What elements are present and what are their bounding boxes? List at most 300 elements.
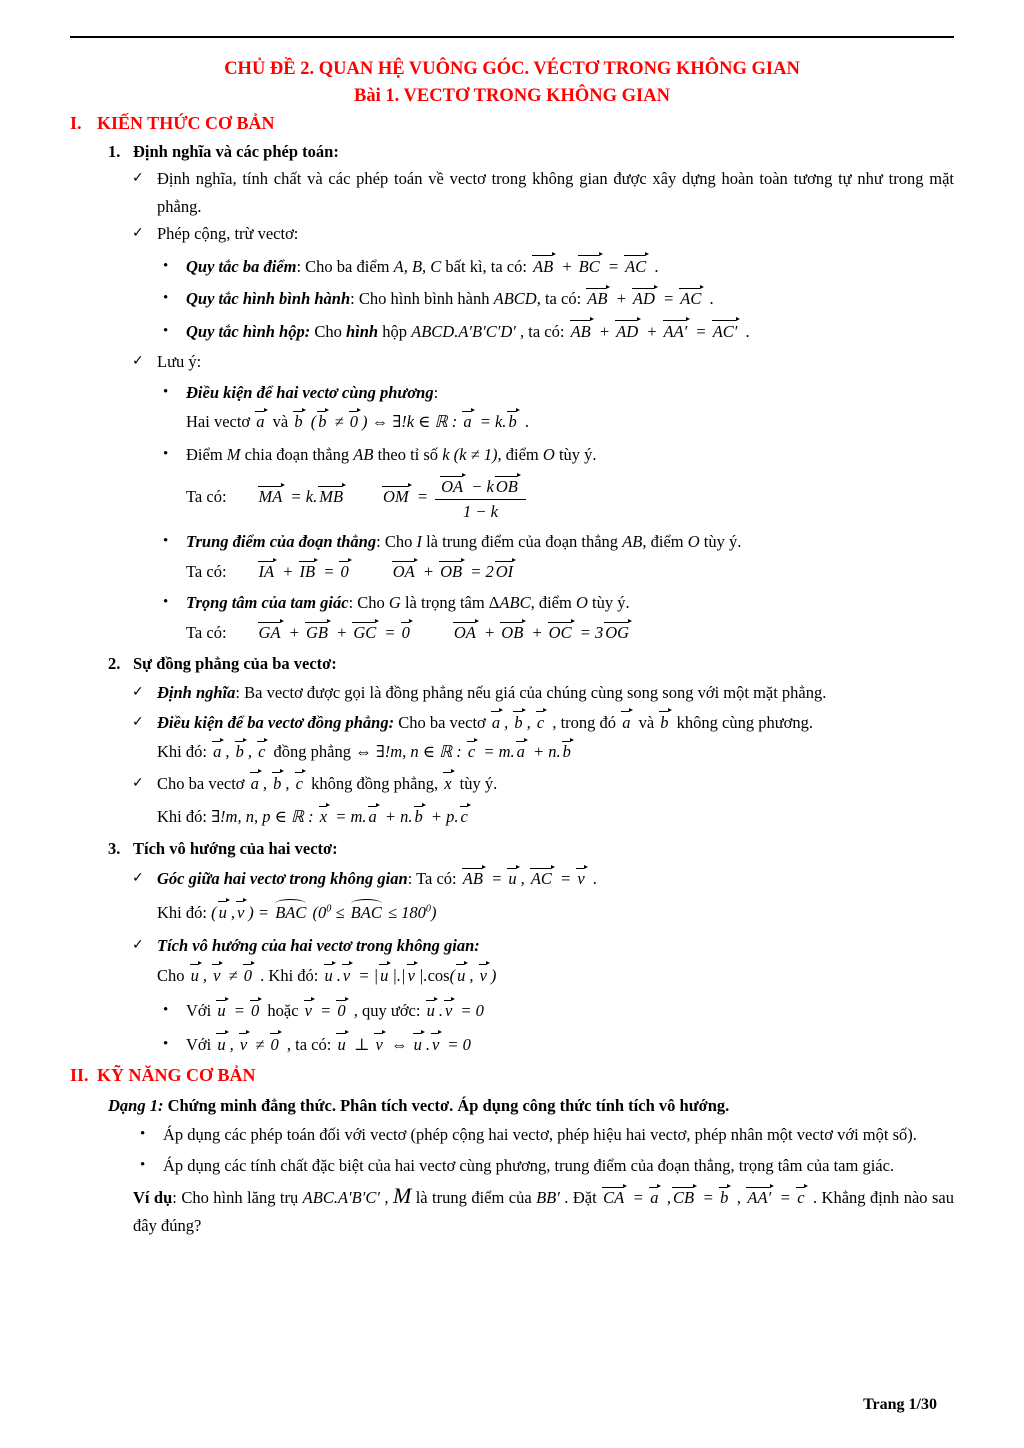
text-segment: , ta có: xyxy=(536,289,586,308)
angle-hat-notation: BAC xyxy=(273,899,308,921)
text-segment: Góc giữa hai vectơ trong không gian xyxy=(157,869,408,889)
text-segment: , điểm xyxy=(497,444,543,464)
text-segment: KIẾN THỨC CƠ BẢN xyxy=(97,113,275,133)
text-segment: AB + BC = AC xyxy=(531,257,650,276)
text-segment: KỸ NĂNG CƠ BẢN xyxy=(97,1065,256,1086)
vector-notation: v xyxy=(374,1032,385,1053)
bullet-marker: • xyxy=(163,257,169,274)
vector-notation: v xyxy=(342,963,353,984)
text-line xyxy=(70,110,954,138)
text-line xyxy=(163,285,954,313)
line-content xyxy=(157,803,954,831)
bullet-marker: • xyxy=(140,1126,146,1143)
text-segment: Ta có: xyxy=(186,487,227,507)
text-segment: Cho xyxy=(310,321,346,341)
text-segment: AB xyxy=(353,444,374,464)
text-segment: O xyxy=(575,592,588,612)
text-segment: OM = xyxy=(381,487,432,506)
line-content xyxy=(186,253,954,281)
text-segment: u . v = | u |.| v |. xyxy=(323,966,428,985)
text-segment: Với xyxy=(186,1001,216,1021)
text-segment: u = 0 xyxy=(215,1001,263,1020)
text-segment: G xyxy=(388,592,401,612)
vector-notation: OC xyxy=(548,620,575,641)
line-content xyxy=(186,619,954,647)
text-segment: I xyxy=(416,531,422,551)
text-segment: : Cho xyxy=(348,592,389,612)
vector-notation: AC xyxy=(679,286,704,307)
text-segment: . xyxy=(520,412,529,431)
text-segment: . xyxy=(705,289,714,308)
check-marker: ✓ xyxy=(132,353,144,369)
item-number: 2. xyxy=(108,653,121,673)
line-content xyxy=(163,1152,954,1180)
text-segment: ABCD xyxy=(493,289,537,308)
check-marker: ✓ xyxy=(132,713,144,730)
text-segment: Khi đó: xyxy=(157,742,212,762)
vector-notation: v xyxy=(407,963,418,984)
text-line xyxy=(132,932,954,960)
text-segment: Áp dụng các tính chất đặc biệt của hai vectơ cùng phương, trung điểm của đoạn thẳng, trọng tâm của tam giác. xyxy=(163,1155,895,1175)
line-content xyxy=(157,679,954,707)
fraction xyxy=(435,474,526,523)
line-content xyxy=(186,441,954,469)
vector-notation: 0 xyxy=(349,409,361,430)
text-segment: Dạng 1: xyxy=(108,1095,164,1115)
line-content xyxy=(186,408,954,436)
vector-notation: a xyxy=(255,409,267,430)
bullet-marker: • xyxy=(163,322,169,339)
vector-notation: u xyxy=(324,963,336,984)
vector-notation: u xyxy=(456,963,468,984)
text-segment: Tích vô hướng của hai vectơ trong không gian: xyxy=(157,936,480,956)
line-content xyxy=(108,1092,954,1120)
text-line xyxy=(108,1092,954,1120)
text-line xyxy=(163,997,954,1025)
text-segment: hộp xyxy=(378,321,412,341)
text-segment: AA′ = c xyxy=(745,1188,808,1207)
vector-notation: x xyxy=(319,804,330,825)
text-line xyxy=(132,165,954,220)
vector-notation: b xyxy=(414,804,426,825)
text-segment: , điểm xyxy=(530,592,576,612)
vector-notation: v xyxy=(304,998,315,1019)
text-line xyxy=(132,865,954,893)
text-segment: : Ba vectơ được gọi là đồng phẳng nếu giá của chúng cùng song song với một mặt phẳng. xyxy=(235,683,827,703)
text-segment: ABC.A′B′C′ xyxy=(302,1188,380,1208)
text-segment: . Khẳng định nào sau đây đúng? xyxy=(133,1188,954,1235)
text-line xyxy=(163,1031,954,1059)
vector-notation: 0 xyxy=(339,559,351,580)
text-segment: : Cho xyxy=(376,531,417,551)
text-segment: OA + OB = 2 OI xyxy=(391,562,517,581)
line-content xyxy=(186,1031,954,1059)
text-segment: v = 0 xyxy=(303,1001,350,1020)
text-segment: . xyxy=(650,256,659,276)
text-line xyxy=(140,1152,954,1180)
vector-notation: b xyxy=(272,771,284,792)
text-segment: . xyxy=(741,321,750,341)
text-segment: AB = u , AC = v xyxy=(461,869,589,888)
vector-notation: b xyxy=(513,710,525,731)
line-content xyxy=(133,1182,954,1239)
vector-notation: GC xyxy=(352,620,379,641)
vector-notation: AD xyxy=(615,319,641,340)
text-line xyxy=(70,1062,954,1090)
vector-notation: OA xyxy=(440,474,466,495)
document-content xyxy=(0,46,1024,1239)
vector-notation: AB xyxy=(462,866,486,887)
document-body xyxy=(0,110,1024,1239)
text-line xyxy=(132,348,954,376)
text-segment: cos xyxy=(427,965,450,985)
text-segment: O xyxy=(542,444,555,464)
text-segment: . Khi đó: xyxy=(256,965,323,985)
text-segment: CA = a , CB = b xyxy=(601,1188,732,1207)
vector-notation: u xyxy=(379,963,391,984)
text-segment: ( u , v ) = BAC ($0^0$ ≤ BAC ≤ $180^0$) xyxy=(211,903,436,922)
text-segment: MA = k. MB xyxy=(257,487,348,506)
text-line xyxy=(157,899,954,927)
line-content xyxy=(157,932,954,960)
vector-notation: AA′ xyxy=(746,1185,774,1206)
text-segment: không cùng phương. xyxy=(672,712,814,732)
text-segment: Điểm xyxy=(186,444,227,464)
vector-notation: 0 xyxy=(250,998,262,1019)
text-segment: chia đoạn thẳng xyxy=(240,444,354,464)
text-segment: tùy ý. xyxy=(554,444,597,464)
text-segment: Khi đó: xyxy=(157,807,212,827)
text-segment: Chứng minh đẳng thức. Phân tích vectơ. Áp dụng công thức tính tích vô hướng. xyxy=(163,1095,730,1115)
bullet-marker: • xyxy=(163,383,169,400)
text-line xyxy=(157,962,954,990)
vector-notation: AB xyxy=(532,254,556,275)
text-segment xyxy=(658,713,672,732)
vector-notation: c xyxy=(295,771,306,792)
text-segment: a , b , c xyxy=(211,742,269,761)
vector-notation: u xyxy=(216,998,228,1019)
check-marker: ✓ xyxy=(132,774,144,791)
text-segment: : Ta có: xyxy=(407,869,461,889)
text-segment: b ( b ≠ 0 ) ⇔ ∃!k ∈ ℝ : a = k. b xyxy=(292,412,520,431)
text-line xyxy=(157,803,954,831)
text-segment: Trọng tâm của tam giác xyxy=(186,592,349,612)
text-segment: là trung điểm của đoạn thẳng xyxy=(421,531,623,551)
check-marker: ✓ xyxy=(132,684,144,701)
text-segment: , ta có: xyxy=(282,1034,336,1054)
vector-notation: a xyxy=(621,710,633,731)
text-line xyxy=(132,709,954,737)
text-segment: tùy ý. xyxy=(455,773,498,793)
vector-notation: 0 xyxy=(243,963,255,984)
vector-notation: IB xyxy=(299,559,319,580)
vector-notation: OA xyxy=(453,620,479,641)
text-segment: M xyxy=(226,444,241,464)
text-segment: Sự đồng phẳng của ba vectơ: xyxy=(133,653,337,673)
text-segment: O xyxy=(687,531,700,551)
text-line xyxy=(132,770,954,798)
line-content xyxy=(186,528,954,556)
vector-notation: AC xyxy=(624,254,649,275)
text-segment: hình xyxy=(346,321,379,341)
check-marker: ✓ xyxy=(132,870,144,887)
vector-notation: AD xyxy=(632,286,658,307)
text-line xyxy=(186,474,954,523)
line-content xyxy=(157,899,954,927)
text-segment: BB′ xyxy=(536,1188,560,1208)
text-line xyxy=(157,738,954,766)
text-segment: là trung điểm của xyxy=(411,1188,537,1208)
check-marker: ✓ xyxy=(132,937,144,954)
vector-notation: a xyxy=(212,739,224,760)
bullet-marker: • xyxy=(163,1035,169,1052)
vector-notation: IA xyxy=(258,559,278,580)
vector-notation: v xyxy=(576,866,587,887)
text-segment: u , v ≠ 0 xyxy=(189,966,256,985)
text-segment: a , b , c xyxy=(490,713,548,732)
vector-notation: AC xyxy=(530,866,555,887)
text-segment: AB xyxy=(622,531,643,551)
line-content xyxy=(97,110,954,138)
line-content xyxy=(157,865,954,893)
vector-notation: c xyxy=(460,804,471,825)
text-segment: Áp dụng các phép toán đối với vectơ (phép cộng hai vectơ, phép hiệu hai vectơ, phép nhân một vectơ với một số). xyxy=(163,1125,917,1145)
vector-notation: u xyxy=(216,1032,228,1053)
vector-notation: u xyxy=(413,1032,425,1053)
vector-notation: u xyxy=(190,963,202,984)
text-segment xyxy=(620,713,634,732)
vector-notation: a xyxy=(516,739,528,760)
text-segment: Tích vô hướng của hai vectơ: xyxy=(133,838,338,858)
text-line xyxy=(163,379,954,407)
text-segment: ( u , v ) xyxy=(450,966,497,985)
vector-notation: a xyxy=(462,409,474,430)
text-segment: OA + OB + OC = 3 OG xyxy=(452,623,633,642)
text-segment: Quy tắc hình bình hành xyxy=(186,289,351,308)
text-segment: tùy ý. xyxy=(587,592,630,612)
text-segment: và xyxy=(268,412,293,431)
line-content xyxy=(157,709,954,737)
line-content xyxy=(163,1121,954,1149)
line-content xyxy=(133,835,954,863)
fraction-numerator: OA − k OB xyxy=(435,474,526,500)
vector-notation: 0 xyxy=(336,998,348,1019)
vector-notation: 0 xyxy=(270,1032,282,1053)
vector-notation: v xyxy=(431,1032,442,1053)
line-content xyxy=(186,558,954,586)
text-segment: ∃!m, n ∈ ℝ : c = m. a + n. b xyxy=(376,742,575,761)
text-segment: ABC xyxy=(499,592,531,612)
bullet-marker: • xyxy=(140,1156,146,1173)
vector-notation: a xyxy=(250,771,262,792)
text-segment: Cho xyxy=(157,965,189,985)
vector-notation: OM xyxy=(382,484,412,505)
text-segment: Ví dụ xyxy=(133,1188,173,1208)
line-content xyxy=(186,379,954,407)
vector-notation: b xyxy=(507,409,519,430)
text-segment: Ta có: xyxy=(186,623,227,643)
text-segment: M xyxy=(392,1183,412,1209)
page-number: Trang 1/30 xyxy=(863,1396,937,1413)
text-line xyxy=(163,253,954,281)
vector-notation: b xyxy=(293,409,305,430)
text-line xyxy=(163,441,954,469)
text-segment: và xyxy=(634,712,659,732)
text-segment: u . v = 0 xyxy=(425,1001,484,1020)
vector-notation: 0 xyxy=(401,620,413,641)
vector-notation: a xyxy=(491,710,503,731)
text-segment xyxy=(442,774,455,793)
text-line xyxy=(140,1121,954,1149)
item-number: 1. xyxy=(108,141,121,161)
text-line xyxy=(108,650,954,678)
text-segment: hoặc xyxy=(263,1001,303,1021)
text-line xyxy=(186,558,954,586)
text-segment: u ⊥ v ⇔ u . v = 0 xyxy=(335,1035,470,1054)
line-content xyxy=(97,1062,954,1090)
vector-notation: AC′ xyxy=(712,319,741,340)
line-content xyxy=(133,650,954,678)
fraction-denominator: 1 − k xyxy=(462,502,498,522)
item-number: I. xyxy=(70,113,82,133)
vector-notation: u xyxy=(426,998,438,1019)
text-segment: Điều kiện để ba vectơ đồng phẳng: xyxy=(157,712,395,732)
vector-notation: CA xyxy=(602,1185,627,1206)
text-line xyxy=(132,220,954,248)
vector-notation: v xyxy=(479,963,490,984)
line-content xyxy=(157,348,954,376)
vector-notation: b xyxy=(659,710,671,731)
vector-notation: AB xyxy=(586,286,610,307)
text-segment: GA + GB + GC = 0 xyxy=(257,623,414,642)
line-content xyxy=(186,285,954,313)
text-segment: k (k ≠ 1) xyxy=(442,444,498,464)
check-marker: ✓ xyxy=(132,170,144,186)
text-segment: Trung điểm của đoạn thẳng xyxy=(186,531,377,551)
vector-notation: v xyxy=(239,1032,250,1053)
text-segment: , xyxy=(379,1188,393,1208)
line-content xyxy=(186,318,954,346)
vector-notation: u xyxy=(507,866,519,887)
line-content xyxy=(157,220,954,248)
text-segment: ABCD.A′B′C′D′ xyxy=(411,321,516,341)
text-line xyxy=(163,318,954,346)
text-segment: Ta có: xyxy=(186,562,227,582)
bullet-marker: • xyxy=(163,532,169,549)
bullet-marker: • xyxy=(163,1002,169,1019)
vector-notation: OA xyxy=(392,559,418,580)
line-content xyxy=(133,138,954,166)
text-segment: không đồng phẳng, xyxy=(307,773,443,793)
text-segment: đồng phẳng ⇔ xyxy=(269,742,376,762)
vector-notation: OG xyxy=(604,620,632,641)
superscript: 0 xyxy=(326,903,332,915)
text-segment: a , b , c xyxy=(249,774,307,793)
angle-hat-notation: BAC xyxy=(349,899,384,921)
vector-notation: GA xyxy=(258,620,284,641)
vector-notation: v xyxy=(444,998,455,1019)
vector-notation: AB xyxy=(570,319,594,340)
vector-notation: a xyxy=(368,804,380,825)
text-segment: Cho ba vectơ xyxy=(394,712,490,732)
text-segment: Cho ba vectơ xyxy=(157,773,249,793)
text-segment: Lưu ý: xyxy=(157,352,202,371)
line-content xyxy=(157,770,954,798)
text-segment: : Cho ba điểm xyxy=(296,256,394,276)
text-segment: Định nghĩa và các phép toán: xyxy=(133,141,339,161)
vector-notation: b xyxy=(317,409,329,430)
text-segment: , xyxy=(732,1188,746,1208)
chapter-title: CHỦ ĐỀ 2. QUAN HỆ VUÔNG GÓC. VÉCTƠ TRONG KHÔNG GIAN xyxy=(224,59,800,79)
vector-notation: b xyxy=(235,739,247,760)
text-segment: Khi đó: xyxy=(157,902,212,922)
vector-notation: OB xyxy=(500,620,526,641)
text-segment: Phép cộng, trừ vectơ: xyxy=(157,224,299,243)
text-segment: u , v ≠ 0 xyxy=(215,1035,282,1054)
vector-notation: v xyxy=(212,963,223,984)
text-line xyxy=(108,835,954,863)
vector-notation: OB xyxy=(495,474,521,495)
vector-notation: v xyxy=(236,900,247,921)
text-segment: AB + AD = AC xyxy=(585,289,705,308)
text-segment: bất kì, ta có: xyxy=(441,256,532,276)
text-line xyxy=(186,408,954,436)
text-segment: , điểm xyxy=(642,531,688,551)
vector-notation: c xyxy=(467,739,478,760)
text-segment: tùy ý. xyxy=(699,531,742,551)
item-number: 3. xyxy=(108,838,121,858)
text-segment: , ta có: xyxy=(515,321,569,341)
vector-notation: CB xyxy=(672,1185,697,1206)
lesson-title: Bài 1. VECTƠ TRONG KHÔNG GIAN xyxy=(354,86,670,106)
vector-notation: u xyxy=(218,900,230,921)
vector-notation: u xyxy=(336,1032,348,1053)
text-line xyxy=(108,138,954,166)
text-line xyxy=(163,589,954,617)
line-content xyxy=(157,738,954,766)
line-content xyxy=(186,474,954,523)
vector-notation: b xyxy=(562,739,574,760)
vector-notation: c xyxy=(257,739,268,760)
text-segment: Quy tắc ba điểm xyxy=(186,256,297,276)
text-segment: là trọng tâm Δ xyxy=(400,592,500,612)
header-rule xyxy=(70,36,954,38)
text-segment: AB + AD + AA′ = AC′ xyxy=(569,322,742,341)
line-content xyxy=(157,165,954,220)
text-line xyxy=(133,1182,954,1239)
text-segment: Định nghĩa xyxy=(157,683,236,703)
vector-notation: a xyxy=(649,1185,661,1206)
bullet-marker: • xyxy=(163,290,169,306)
vector-notation: OB xyxy=(439,559,465,580)
text-segment: A, B, C xyxy=(393,256,442,276)
vector-notation: OI xyxy=(495,559,516,580)
text-segment: Điều kiện để hai vectơ cùng phương xyxy=(186,382,434,402)
vector-notation: BC xyxy=(578,254,603,275)
vector-notation: c xyxy=(536,710,547,731)
line-content xyxy=(157,962,954,990)
line-content xyxy=(186,589,954,617)
text-line xyxy=(163,528,954,556)
text-segment: IA + IB = 0 xyxy=(257,562,353,581)
vector-notation: c xyxy=(796,1185,807,1206)
vector-notation: GB xyxy=(305,620,331,641)
check-marker: ✓ xyxy=(132,225,144,241)
text-segment: Quy tắc hình hộp: xyxy=(186,321,311,341)
text-segment: : Cho hình bình hành xyxy=(350,289,494,308)
vector-notation: MA xyxy=(258,484,286,505)
text-segment xyxy=(254,412,268,431)
